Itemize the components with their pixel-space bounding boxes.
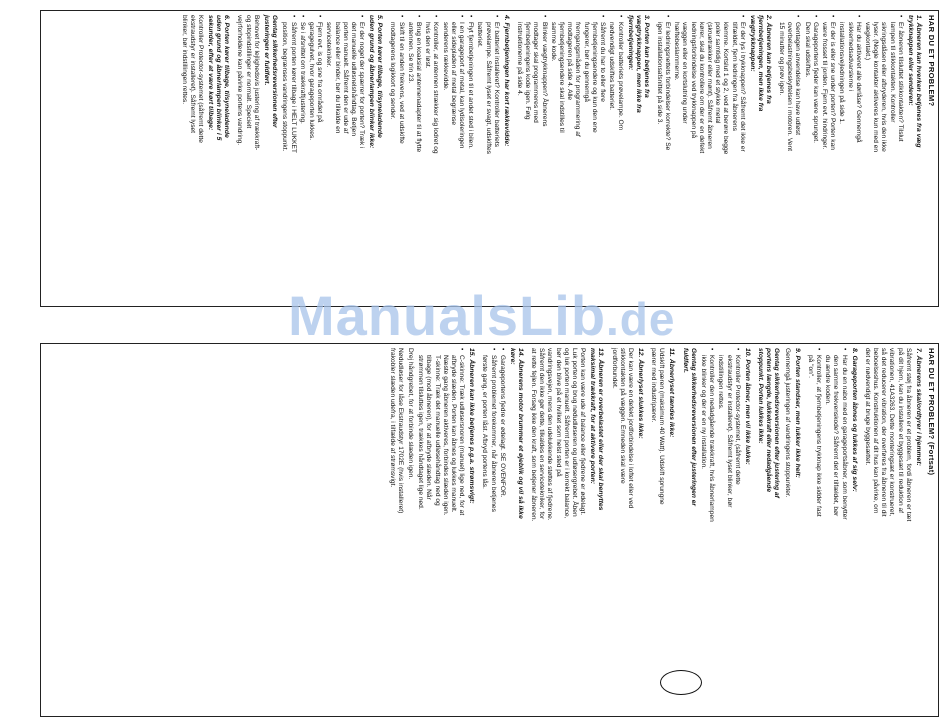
bullet-item: • C-skinne: Træk udløsersnoren (manuel) lige ned, for at afbryde slæden. Porten kan åbnes og lukkes manuelt. Næste gang åbneren aktiveres, forbindes slæden igen. T-skinne: Træk det manuelle udløsehåndtag ned og tilbage (mod åbneren), for at afbryde slæden. Når strømmen tilsluttes igen, trækkes håndtaget lige ned. bbox=[416, 355, 465, 522]
section-title: 12. Åbnerlyset slukkes ikke: bbox=[636, 348, 644, 439]
bullet-item: • Flyt fjernbetjeningen til et andet sted i bilen. bbox=[466, 22, 474, 155]
bullet-item: • Er batteriet installeret? Kontroller batteriets prøvelampe. Såfremt lyset er svagt, udskiftes batteriet. bbox=[475, 22, 500, 155]
section-title: 14. Åbnerens motor brummer et øjeblik og vil så ikke køre: bbox=[508, 348, 524, 519]
bullet-item: • Såfremt problemet forekommer, når åbneren betjenes første gang, er porten låst. Afbryd portens lås. bbox=[480, 355, 496, 522]
top-text-panel bbox=[40, 10, 939, 307]
bullet-list bbox=[806, 348, 848, 522]
section-title: 9. Porten standser, men lukker ikke helt: bbox=[793, 348, 801, 478]
bullet-item: • Har du aktiveret alle dørlåse? Gennemgå sikkerhedsadvarslerne i installationsvejledningen på side 1. bbox=[837, 22, 862, 155]
bullet-item: • Brug en koaksial antennenadapter til at flytte antennen. Se trin 23. bbox=[406, 22, 422, 155]
bullet-list bbox=[655, 15, 746, 155]
bullet-item: • Gentagen anvendelse kan have udløst overbelastningsbeskyttelsen i motoren. Vent 15 minutter og prøv igen. bbox=[777, 22, 802, 155]
note-text: Gentag sikkerhedsreversionen efter justering af portens længde, lukkekraft eller nedadgående stoppunkt. Porten lukkes ikke: bbox=[756, 348, 781, 498]
section-title: 4. Fjernbetjeningen har kort rækkevidde: bbox=[502, 15, 510, 147]
bullet-item: • Kontroller batteriets prøvelampe. Om nødvendigt udskiftes batteriet. bbox=[607, 22, 623, 155]
bullet-item: • Er ledningsnettets forbindelser korrekte? Se igen installationsafsnittet på side 3. bbox=[655, 22, 671, 155]
bullet-item: • Garageportens fjeder kan være sprunget. Den skal udskiftes. bbox=[802, 22, 818, 155]
bullet-item: • Såfremt porten kører tilbage i HELT LUKKET position, begrænses vandringens stoppunkt. bbox=[280, 22, 296, 155]
bullet-list bbox=[699, 348, 741, 522]
bullet-item: • Er åbneren tilsluttet stikkontakten? Tilslut lampen til stikkontakten. Kontroller sikringsdåsen eller afbryderen, hvis den ikke lyser. (Nogle kontakter aktiveres kun med en vægkontakt.) bbox=[863, 22, 904, 155]
bullet-item: • Kontroller, at fjernbetjeningens trykknap ikke sidder fast på "on". bbox=[806, 355, 822, 522]
bullet-item: • Er der is eller sne under porten? Porten kan være frosset til jorden. Fjern evt. hindringer. bbox=[820, 22, 836, 155]
watermark-main: ManualsLib bbox=[288, 284, 607, 347]
note-text: Gentag sikkerhedsreversionen efter justeringen er fuldført. bbox=[681, 348, 697, 506]
paragraph: Udskift pæren (maksimum 40 Watt). Udskift sprungne pærer med industripærer. bbox=[650, 348, 666, 505]
section-title: 8. Garageporten åbnes og lukkes af sig selv: bbox=[850, 348, 858, 492]
paragraph: Porten kan være ude af balance eller fjedrene er ødelagt. Luk porten og brug nødudløseren og udløsergrebet. Åben og luk porten manuelt. Såfremt porten er i korrekt balance, bør den blive på et hvilket som helst sted på vandringsvejen, mens den udelukkende støttes af fjedrene. Såfremt den ikke gør dette, tilkaldes en servicetekniker, for at rette fejlen. Forsøg ikke den kraft, som betjener åbneren. bbox=[530, 348, 587, 522]
bullet-list bbox=[416, 348, 465, 522]
section-title: 2. Åbneren kan betjenes fra fjernbetjeningen, men ikke fra vægtrykknappen: bbox=[748, 15, 772, 112]
section-title: 13. Åbneren er overbelastet eller der skal benyttes maksimal trækkraft, for at aktivere porten: bbox=[589, 348, 605, 511]
bullet-item: • Kontroller den nedadgående trækkraft, hvis åbnerlampen ikke blinker og der er en ny installation. bbox=[699, 355, 715, 522]
bullet-item: • Blinker vægtrykknappen? Åbnerens modtager skal programmeres med fjernbetjeningens kode igen. Følg instruktionerne på side 4. bbox=[515, 22, 548, 155]
bullet-item: • Kontroller Protector-systemet, (såfremt dette ekstraudstyr er installeret). Såfremt lyset blinker, bør indstillingen rettes. bbox=[716, 355, 741, 522]
bullet-item: • Er der lys i trykknappen? Såfremt det ikke er tilfældet, fjern ledningen fra åbnerens klemme. Kortslut 1 og 2, ved at berøre begge poler samtidig med et stykke metal (skruetrækker eller mønt). Såfremt åbneren kører, skal du kontrollere om der er en defekt ledningsforbindelse ved trykknappen på væggen eller en kortslutning under hæftebeslammerne. bbox=[672, 22, 746, 155]
section-title: 3. Porten kan betjenes fra vægtrykknappen, men ikke fra fjernbetjeningen: bbox=[626, 15, 650, 113]
bullet-item: • Fjern evt. is og sne fra området på garagegulvet, hvor garageporten lukkes. bbox=[307, 22, 323, 155]
top-heading: HAR DU ET PROBLEM? bbox=[927, 15, 936, 107]
paragraph: Nødudløser for låse Ekstraudstyr 1702E (hvis installeret) frakobler slæden udefra, i tilfælde af strømsvigt. bbox=[388, 348, 404, 514]
bullet-item: • Skift til en anden frekvens, ved at udskifte modtagerens logikkort og sender. bbox=[388, 22, 404, 155]
bullet-list bbox=[388, 15, 500, 155]
bullet-item: • Garageportens fjedre er ødelagt. SE OVENFOR. bbox=[498, 355, 506, 522]
bullet-item: • Se i afsnittet om trækkraftjustering. bbox=[298, 22, 306, 155]
bullet-item: • Er der noget der spærrer for porten? Træk i det manuelle udløsnelshåndtag. Betjen porten manuelt. Såfremt den er ude af balance eller binder, bør du tilkalde en servicetekniker. bbox=[324, 22, 365, 155]
section-title: 15. Åbneren kan ikke betjenes p.g.a. strømsvigt: bbox=[468, 348, 476, 504]
paragraph: Drej håndgrebet, for at forbinde slæden igen. bbox=[407, 348, 415, 480]
section-title: 1. Åbneren kan hverken betjenes fra væg trykknappen eller senderen: bbox=[906, 15, 922, 148]
paragraph: Kontroller Protector-systemet (såfremt dette ekstraudstyr er installeret). Såfremt lyset blinker, bør indstillingen rettes. bbox=[180, 15, 205, 143]
bullet-list bbox=[515, 15, 624, 155]
note-text: Gentag sikkerhedsreversionen efter justeringen er fuldført. bbox=[263, 15, 279, 128]
bottom-heading: HAR DU ET PROBLEM? (Fortsat) bbox=[927, 348, 936, 476]
bullet-item: • Såfremt du har to eller flere fjernbetjeningsendere og kun den ene fungerer, bør du gennemgå fremgangsmåden for programmering af modtageren på side 4. Alle fjernbetjeningsendere skal indstilles til samme kode. bbox=[549, 22, 606, 155]
section-title: 5. Porten kører tilbage, tilsyneladende uden grund og åbnerlampen blinker ikke: bbox=[368, 15, 384, 149]
bullet-list bbox=[480, 348, 506, 522]
bottom-rotated-text bbox=[85, 348, 935, 712]
paragraph: Der kan være en defekt jordforbindelse i loftet eller ved stikkontakten på væggen. Emneden skal være jordforbundet. bbox=[610, 348, 634, 509]
bullet-item: • I en garageport af metal, kan lydisoleringen eller sidepladen af metal begrænse senderens rækkevidde. bbox=[440, 22, 465, 155]
bottom-sections bbox=[387, 348, 921, 522]
top-rotated-text bbox=[85, 15, 935, 303]
section-title: 11. Åbnerlyset tændes ikke: bbox=[668, 348, 676, 438]
bullet-list bbox=[777, 15, 904, 155]
bullet-item: • Har du en nabo med en garageportsåbner, som benytter den samme frekvenskode? Såfremt det er tilfældet, bør du ændre koden. bbox=[823, 355, 848, 522]
paragraph: Gennemgå justeringen af vandringens stoppunkter. bbox=[783, 348, 791, 498]
note-text: Behovet for lejlighedsvis justering af trækkraft- og stopindstillinger er normalt. Specielt vejrforholdene kan påvirke portens vandring. bbox=[236, 15, 260, 151]
section-title: 6. Porten kører tilbage, tilsyneladende uden grund og åbnerlampen blinker i 5 sekunder, efter at være kørt tilbage: bbox=[207, 15, 231, 141]
section-title: 10. Porten åbner, men vil ikke lukke: bbox=[743, 348, 751, 465]
top-sections bbox=[180, 15, 922, 155]
page-number-oval bbox=[660, 670, 702, 695]
watermark-suffix: .de bbox=[606, 293, 676, 345]
bullet-item: • Kontroller, at antennen strækker sig lodret og hvis den er løst. bbox=[423, 22, 439, 155]
bottom-text-panel bbox=[40, 343, 939, 717]
paragraph: Såfremt støj fra åbneren er et problem, fordi åbneren er tæt på dit hjem, kan du installere et byggesæt til reduktion af vibrationen, 41A3263. Dette monteringsæt er konstrueret, så det reducerer vibration, der overføres fra åbneren til dit beboelseshus. Konstruktionen af dit hus kan påvirke, om det er nødvendigt at bruge byggesættet. bbox=[863, 348, 912, 522]
section-title: 7. Åbnerens skal/ordtyrer i hjemmet: bbox=[914, 348, 922, 466]
bullet-list bbox=[280, 15, 365, 155]
manualslib-watermark bbox=[288, 283, 676, 348]
